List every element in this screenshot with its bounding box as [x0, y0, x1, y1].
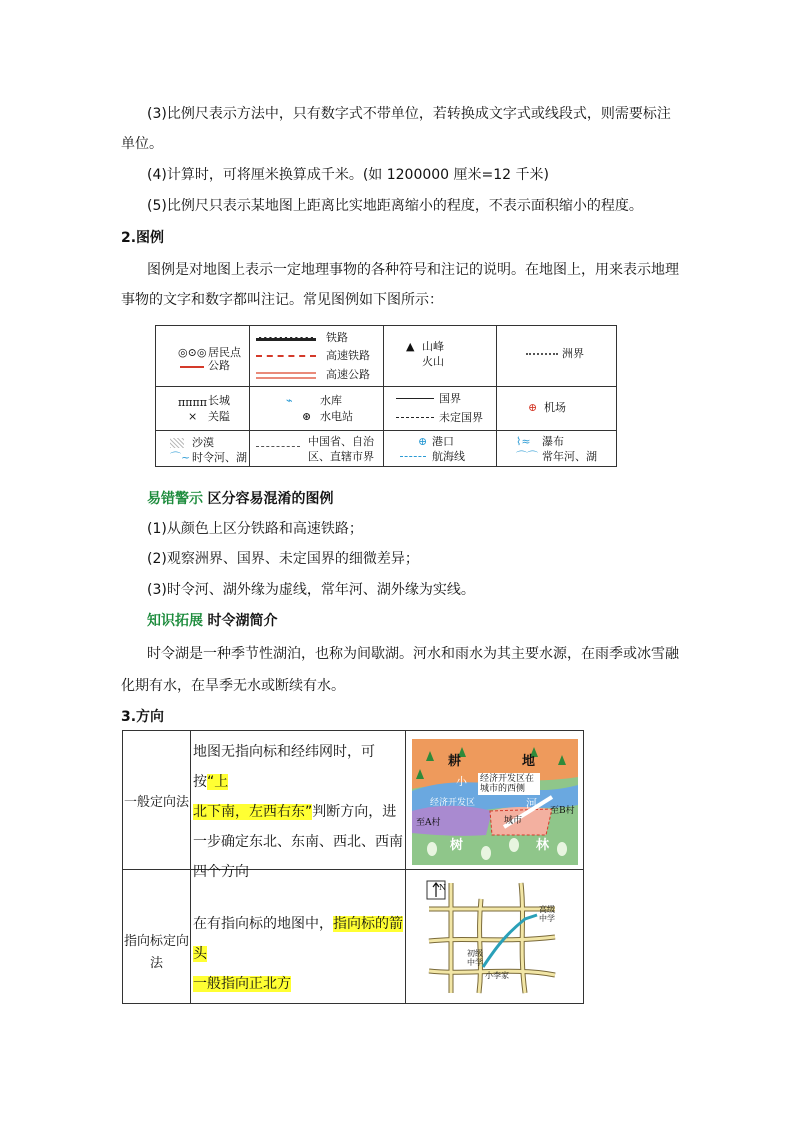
legend-volcano: 火山	[422, 355, 444, 368]
legend-para-line2: 事物的文字和数字都叫注记。常见图例如下图所示：	[121, 292, 443, 308]
extension-para-line1: 时令湖是一种季节性湖泊，也称为间歇湖。河水和雨水为其主要水源，在雨季或冰雪融	[147, 646, 679, 662]
legend-undetermined-border: 未定国界	[439, 411, 483, 424]
legend-hydro-station: 水电站	[320, 410, 353, 423]
high-speed-rail-icon	[256, 355, 316, 357]
legend-waterfall: 瀑布	[542, 435, 564, 448]
settlement-icon: ◎⊙◎	[178, 346, 207, 359]
warning-item-2: (2)观察洲界、国界、未定国界的细微差异；	[147, 551, 419, 567]
extension-para-line2: 化期有水，在旱季无水或断续有水。	[121, 678, 345, 694]
seasonal-river-icon: ⌒~	[170, 451, 191, 464]
legend-railway: 铁路	[326, 331, 348, 344]
map2-high-school-l1: 高级	[539, 905, 555, 914]
extension-heading	[147, 611, 277, 631]
method-north-arrow-l2: 法	[149, 956, 163, 971]
national-border-icon	[396, 398, 434, 399]
highway-icon	[180, 366, 204, 368]
scale-note-5: (5)比例尺只表示某地图上距离比实地距离缩小的程度，不表示面积缩小的程度。	[147, 198, 643, 214]
general-orientation-map	[412, 739, 578, 865]
map1-to-a: 至A村	[416, 818, 441, 828]
reservoir-icon: ⌁	[286, 394, 293, 407]
row1-text-l3: 一步确定东北、东南、西北、西南	[193, 834, 403, 850]
expressway-icon	[256, 372, 316, 379]
legend-heading: 2.图例	[121, 230, 165, 246]
map2-junior-l2: 中学	[467, 958, 483, 967]
legend-highway: 公路	[208, 359, 230, 372]
method-north-arrow	[123, 931, 190, 975]
direction-heading: 3.方向	[121, 709, 165, 725]
map1-farmland-2: 地	[522, 754, 536, 769]
row2-text-l1a: 在有指向标的地图中，	[193, 916, 333, 932]
legend-peak: 山峰	[422, 340, 444, 353]
airport-icon: ⊕	[528, 401, 538, 414]
map1-river-he: 河	[526, 797, 537, 810]
row1-text-l4: 四个方向	[193, 864, 249, 880]
province-border-icon	[256, 446, 300, 447]
scale-note-4: (4)计算时，可将厘米换算成千米。(如 1200000 厘米=12 千米)	[147, 167, 549, 183]
great-wall-icon: ᴨᴨᴨᴨ	[178, 396, 207, 409]
legend-high-speed-rail: 高速铁路	[326, 349, 370, 362]
map1-zone-note-l2: 城市的西侧	[480, 784, 526, 794]
direction-table	[122, 730, 584, 1004]
map1-city: 城市	[504, 816, 523, 826]
legend-continent-border: 洲界	[562, 347, 584, 360]
legend-port: 港口	[432, 435, 454, 448]
legend-table	[155, 325, 617, 467]
warning-heading	[147, 489, 333, 509]
undetermined-border-icon	[396, 417, 434, 418]
row1-text-l1a: 地图无指向标和经纬网时，可按	[193, 744, 375, 790]
row2-text	[193, 909, 405, 999]
waterfall-icon: ⌇≈	[516, 435, 531, 448]
desert-icon	[170, 438, 184, 448]
legend-expressway: 高速公路	[326, 368, 370, 381]
extension-title: 时令湖简介	[207, 613, 278, 629]
map1-zone: 经济开发区	[430, 798, 476, 808]
row2-text-l2: 一般指向正北方	[193, 976, 291, 992]
warning-tag: 易错警示	[147, 491, 203, 507]
map1-river-small: 小	[456, 775, 467, 788]
extension-tag: 知识拓展	[147, 613, 203, 629]
peak-icon: ▲	[406, 340, 415, 353]
legend-para-line1: 图例是对地图上表示一定地理事物的各种符号和注记的说明。在地图上，用来表示地理	[147, 262, 679, 278]
hydro-station-icon: ⊛	[302, 410, 312, 423]
perennial-river-icon: ⌒⌒	[516, 450, 538, 463]
legend-seasonal-river: 时令河、湖	[192, 451, 247, 464]
row1-text	[193, 737, 405, 887]
map1-zone-note-l1: 经济开发区在	[480, 774, 535, 784]
legend-great-wall: 长城	[208, 394, 230, 407]
warning-item-3: (3)时令河、湖外缘为虚线，常年河、湖外缘为实线。	[147, 582, 475, 598]
legend-pass: 关隘	[208, 410, 230, 423]
method-north-arrow-l1: 指向标定向	[123, 934, 189, 949]
port-icon: ⊕	[418, 435, 428, 448]
legend-province-line2: 区、直辖市界	[308, 450, 374, 463]
map2-junior-l1: 初级	[467, 949, 483, 958]
row2-text-l1b: 指向标的箭头	[193, 916, 403, 962]
pass-icon: ×	[188, 410, 198, 423]
legend-reservoir: 水库	[320, 394, 342, 407]
legend-desert: 沙漠	[192, 436, 214, 449]
legend-province-line1: 中国省、自治	[308, 435, 374, 448]
row1-text-l2a: 北下南，左西右东”	[193, 804, 313, 820]
legend-airport: 机场	[544, 401, 566, 414]
map2-high-school-l2: 中学	[539, 914, 555, 923]
row1-text-l2b: 判断方向，进	[312, 804, 397, 820]
legend-shipping-route: 航海线	[432, 450, 465, 463]
map2-north: N	[439, 883, 446, 892]
legend-settlement: 居民点	[208, 346, 241, 359]
scale-note-3-line2: 单位。	[121, 136, 163, 152]
warning-title: 区分容易混淆的图例	[207, 491, 334, 507]
map1-forest-1: 树	[450, 838, 464, 853]
map1-to-b: 至B村	[550, 806, 575, 816]
map2-home: 小李家	[485, 971, 509, 980]
map1-farmland-1: 耕	[448, 754, 462, 769]
legend-national-border: 国界	[439, 392, 461, 405]
row1-text-l1b: “上	[207, 774, 229, 790]
continent-border-icon	[526, 353, 558, 355]
legend-perennial-river: 常年河、湖	[542, 450, 597, 463]
north-arrow-map	[425, 879, 559, 997]
method-general: 一般定向法	[123, 795, 189, 810]
warning-item-1: (1)从颜色上区分铁路和高速铁路；	[147, 521, 363, 537]
scale-note-3-line1: (3)比例尺表示方法中，只有数字式不带单位，若转换成文字式或线段式，则需要标注	[147, 106, 671, 122]
shipping-route-icon	[400, 456, 426, 457]
railway-icon	[256, 337, 316, 341]
map1-forest-2: 林	[536, 838, 550, 853]
